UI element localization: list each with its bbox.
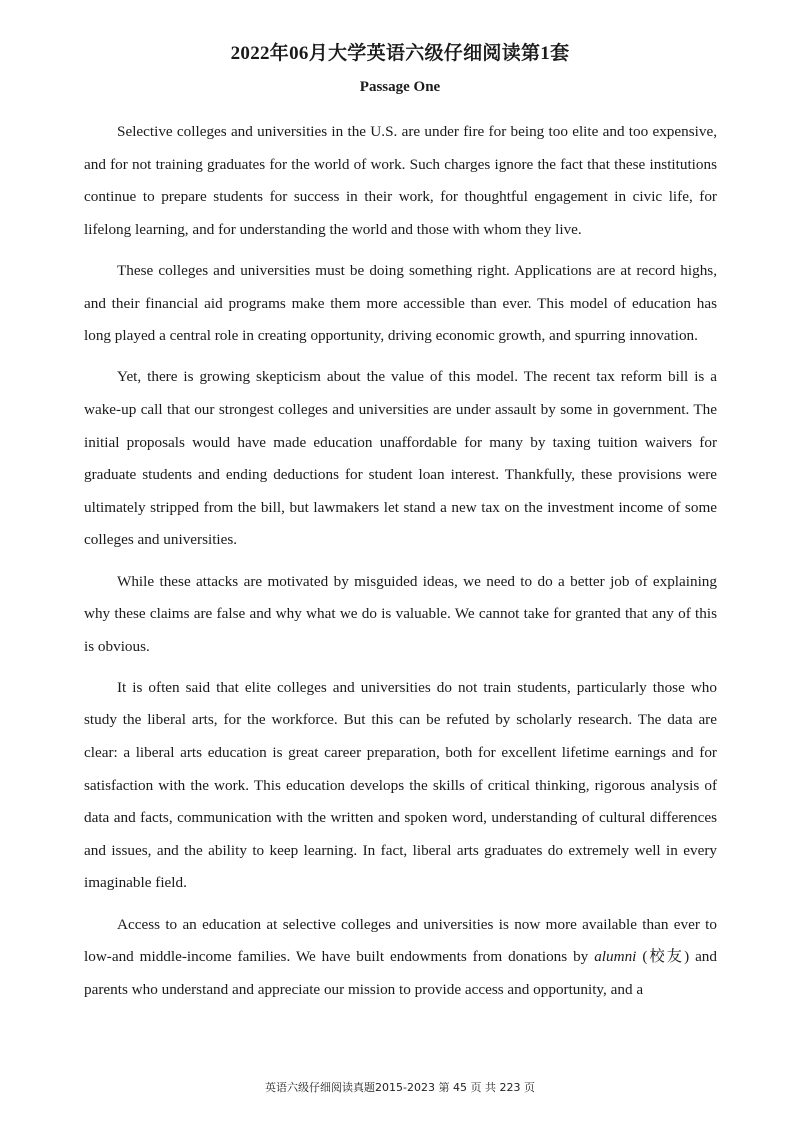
footer-total-unit: 页 — [523, 1081, 535, 1094]
paragraph-4: While these attacks are motivated by misguided ideas, we need to do a better job of explaining why these claims are false and why what we do is valuable. We cannot take for granted that any of this is obvious. — [84, 572, 717, 655]
paragraph-1: Selective colleges and universities in the U.S. are under fire for being too elite and too expensive, and for not training graduates for the world of work. Such charges ignore the fact that these institutions continue to prepare students for success in their work, for thoughtful engagement in civic life, for lifelong learning, and for understanding the world and those with whom they live. — [84, 123, 717, 238]
footer-page-label: 第 — [438, 1081, 450, 1094]
paragraph-6-text-after: (校友) and parents who understand and appreciate our mission to provide access and opportunity, and a — [84, 948, 717, 998]
paragraph-5: It is often said that elite colleges and universities do not train students, particularly those who study the liberal arts, for the workforce. But this can be refuted by scholarly research. The data are clear: a liberal arts education is great career preparation, both for excellent lifetime earnings and for satisfaction with the work. This education develops the skills of critical thinking, rigorous analysis of data and facts, communication with the written and spoken word, understanding of cultural differences and issues, and the ability to keep learning. In fact, liberal arts graduates do extremely well in every imaginable field. — [84, 678, 717, 892]
paragraph-6 — [84, 909, 717, 1007]
passage-body — [84, 116, 717, 1006]
paragraph-6-text-before: Access to an education at selective colleges and universities is now more available than ever to low-and middle-income families. We have built endowments from donations by — [84, 915, 717, 966]
footer-page-number: 45 — [452, 1081, 467, 1094]
footer-page-unit: 页 — [470, 1081, 482, 1094]
paragraph-2: These colleges and universities must be doing something right. Applications are at record highs, and their financial aid programs make them more accessible than ever. This model of education has long played a central role in creating opportunity, driving economic growth, and spurring innovation. — [84, 261, 717, 345]
footer-total-label: 共 — [484, 1081, 496, 1094]
footer-total-pages: 223 — [499, 1081, 521, 1094]
page-title: 2022年06月大学英语六级仔细阅读第1套 — [230, 43, 570, 64]
page-footer — [0, 1079, 800, 1095]
footer-source: 英语六级仔细阅读真题2015-2023 — [265, 1081, 435, 1094]
paragraph-3: Yet, there is growing skepticism about the value of this model. The recent tax reform bill is a wake-up call that our strongest colleges and universities are under assault by some in government. The initial proposals would have made education unaffordable for many by taxing tuition waivers for graduate students and ending deductions for student loan interest. Thankfully, these provisions were ultimately stripped from the bill, but lawmakers let stand a new tax on the investment income of some colleges and universities. — [84, 368, 717, 549]
passage-heading: Passage One — [359, 79, 441, 95]
alumni-italic-term: alumni — [594, 948, 637, 966]
